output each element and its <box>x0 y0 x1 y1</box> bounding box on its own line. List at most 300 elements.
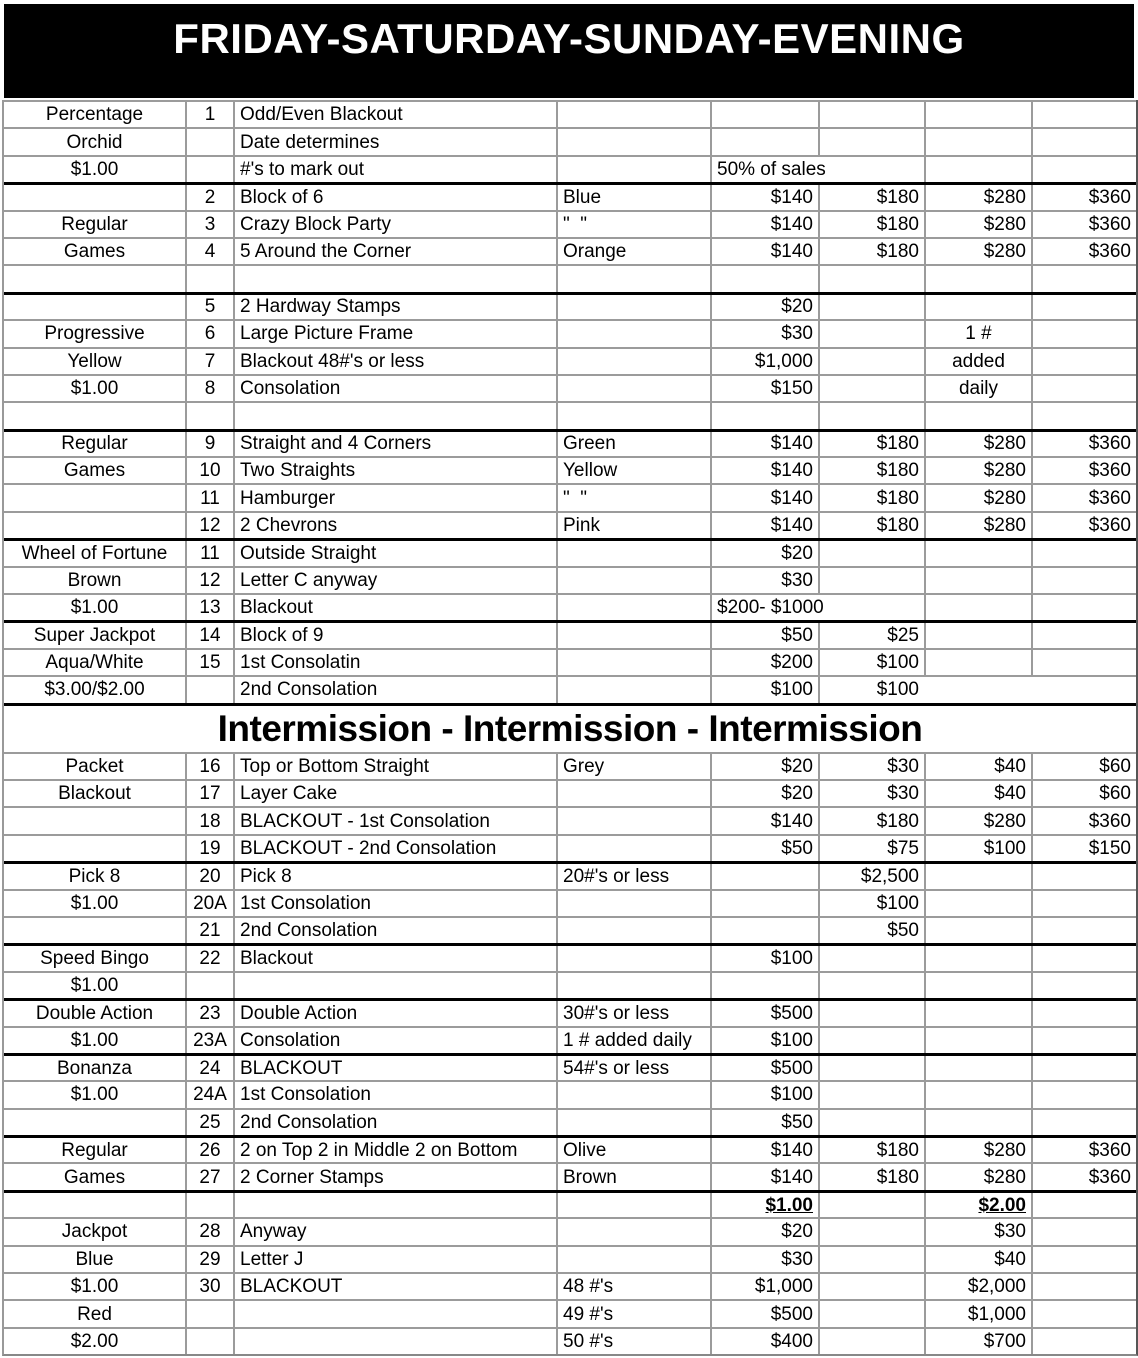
table-row <box>4 127 1136 154</box>
prize-1-cell: $140 <box>712 485 820 510</box>
prize-2-cell <box>820 1056 926 1080</box>
prize-2-cell <box>820 1028 926 1053</box>
prize-4-cell <box>1033 1301 1136 1326</box>
game-number-cell <box>187 157 235 182</box>
prize-4-cell <box>1033 321 1136 346</box>
prize-4-cell <box>1033 157 1136 182</box>
prize-1-cell: $100 <box>712 677 820 702</box>
category-cell: Aqua/White <box>4 650 187 675</box>
prize-2-cell <box>820 1193 926 1217</box>
prize-2-cell: $180 <box>820 513 926 538</box>
prize-4-cell: $360 <box>1088 487 1131 509</box>
prize-2-cell: $25 <box>820 623 926 647</box>
prize-1-cell: $1,000 <box>712 349 820 374</box>
game-number-cell <box>187 1193 235 1217</box>
prize-2-cell <box>820 973 926 998</box>
category-cell: $1.00 <box>4 973 187 998</box>
note-cell <box>558 836 712 861</box>
prize-2-cell <box>820 321 926 346</box>
category-cell <box>4 808 187 833</box>
game-number-cell: 20A <box>187 891 235 916</box>
table-row <box>4 620 1136 647</box>
prize-2-cell <box>820 349 926 374</box>
table-row <box>4 374 1136 401</box>
prize-4-cell <box>1033 102 1136 127</box>
game-name-cell: Blackout <box>235 946 558 970</box>
prize-4-cell <box>1033 1082 1136 1107</box>
prize-3-cell: $2,000 <box>926 1274 1033 1299</box>
prize-3-cell <box>926 864 1033 888</box>
game-name-cell: Hamburger <box>235 485 558 510</box>
game-name-cell: Consolation <box>235 376 558 401</box>
game-number-cell: 7 <box>187 349 235 374</box>
prize-1-cell: $100 <box>712 946 820 970</box>
game-name-cell: BLACKOUT <box>235 1274 558 1299</box>
game-number-cell: 29 <box>187 1247 235 1272</box>
prize-4-cell <box>1033 129 1136 154</box>
category-cell: $1.00 <box>4 157 187 182</box>
prize-3-cell: $280 <box>926 1138 1033 1162</box>
category-cell: Jackpot <box>4 1219 187 1244</box>
category-cell: $2.00 <box>4 1329 187 1354</box>
game-number-cell <box>187 1329 235 1354</box>
prize-1-cell: $20 <box>712 754 820 779</box>
table-row <box>4 943 1136 970</box>
game-number-cell: 20 <box>187 864 235 888</box>
prize-4-cell <box>1033 973 1136 998</box>
prize-2-cell: $180 <box>820 458 926 483</box>
game-number-cell: 12 <box>187 568 235 593</box>
prize-2-cell: $180 <box>820 808 926 833</box>
note-cell: Olive <box>558 1138 712 1162</box>
note-cell <box>558 1082 712 1107</box>
prize-2-cell <box>820 1001 926 1025</box>
prize-4-cell <box>1033 864 1136 888</box>
category-cell: Games <box>4 239 187 264</box>
schedule-table <box>2 100 1138 1356</box>
category-cell: Wheel of Fortune <box>4 541 187 565</box>
prize-3-cell: $280 <box>926 1164 1033 1189</box>
prize-1-cell <box>712 403 820 428</box>
prize-3-cell <box>926 1056 1033 1080</box>
game-name-cell: 2nd Consolation <box>235 677 558 702</box>
prize-4-cell <box>1033 891 1136 916</box>
intermission-label: Intermission - Intermission - Intermission <box>217 708 923 750</box>
prize-3-cell <box>926 266 1033 291</box>
prize-1-cell: $200 <box>712 650 820 675</box>
prize-1-cell: $50 <box>712 836 820 861</box>
note-cell <box>558 266 712 291</box>
prize-4-cell <box>1033 376 1136 401</box>
game-number-cell <box>187 973 235 998</box>
game-number-cell: 3 <box>187 212 235 237</box>
game-name-cell: Anyway <box>235 1219 558 1244</box>
prize-3-cell: 1 # <box>926 321 1033 346</box>
game-name-cell: Double Action <box>235 1001 558 1025</box>
note-cell: 48 #'s <box>558 1274 712 1299</box>
prize-4-cell <box>1033 1274 1136 1299</box>
category-cell: $1.00 <box>4 891 187 916</box>
prize-1-cell: $400 <box>712 1329 820 1354</box>
game-number-cell <box>187 677 235 702</box>
category-cell: Super Jackpot <box>4 623 187 647</box>
note-cell: Green <box>558 432 712 456</box>
prize-2-cell: $180 <box>820 1138 926 1162</box>
game-number-cell: 13 <box>187 595 235 620</box>
prize-1-cell: $20 <box>712 541 820 565</box>
prize-1-cell: $50 <box>712 1110 820 1135</box>
note-cell: 30#'s or less <box>558 1001 712 1025</box>
note-cell <box>558 918 712 943</box>
game-name-cell: #'s to mark out <box>235 157 558 182</box>
category-cell: Progressive <box>4 321 187 346</box>
note-cell: 50 #'s <box>558 1329 712 1354</box>
prize-4-cell: $60 <box>1099 755 1131 777</box>
game-number-cell: 2 <box>187 185 235 209</box>
prize-2-cell <box>820 1247 926 1272</box>
note-cell: 49 #'s <box>558 1301 712 1326</box>
prize-3-cell <box>926 1001 1033 1025</box>
game-number-cell: 11 <box>187 541 235 565</box>
prize-2-cell <box>820 403 926 428</box>
note-cell <box>558 1219 712 1244</box>
game-name-cell: Block of 9 <box>235 623 558 647</box>
prize-4-cell <box>1033 1001 1136 1025</box>
table-row <box>4 210 1136 237</box>
prize-2-cell: $2,500 <box>820 864 926 888</box>
table-row <box>4 1108 1136 1135</box>
game-number-cell: 17 <box>187 781 235 806</box>
prize-1-cell: $140 <box>712 432 820 456</box>
game-number-cell: 6 <box>187 321 235 346</box>
game-number-cell: 4 <box>187 239 235 264</box>
page-title: FRIDAY-SATURDAY-SUNDAY-EVENING <box>173 15 965 62</box>
category-cell: Pick 8 <box>4 864 187 888</box>
prize-4-cell <box>1033 1193 1136 1217</box>
game-name-cell: Layer Cake <box>235 781 558 806</box>
prize-1-cell: $140 <box>712 212 820 237</box>
note-cell <box>558 677 712 702</box>
game-name-cell: Consolation <box>235 1028 558 1053</box>
prize-3-cell <box>926 129 1033 154</box>
category-cell: $1.00 <box>4 1274 187 1299</box>
prize-1-cell: $140 <box>712 1138 820 1162</box>
prize-4-cell <box>1033 1219 1136 1244</box>
category-cell: Packet <box>4 754 187 779</box>
game-number-cell <box>187 403 235 428</box>
prize-2-cell: $30 <box>820 754 926 779</box>
category-cell: Blue <box>4 1247 187 1272</box>
prize-1-cell: $1,000 <box>712 1274 820 1299</box>
prize-1-cell: $140 <box>712 513 820 538</box>
table-row <box>4 237 1136 264</box>
prize-3-cell: $280 <box>926 432 1033 456</box>
note-cell <box>558 321 712 346</box>
game-name-cell: 5 Around the Corner <box>235 239 558 264</box>
prize-2-cell: $180 <box>820 185 926 209</box>
game-number-cell: 22 <box>187 946 235 970</box>
prize-2-cell <box>820 1329 926 1354</box>
prize-4-cell <box>1033 541 1136 565</box>
prize-3-cell: $280 <box>926 212 1033 237</box>
game-number-cell: 28 <box>187 1219 235 1244</box>
game-number-cell: 23 <box>187 1001 235 1025</box>
prize-4-cell <box>1033 623 1136 647</box>
prize-1-cell: $30 <box>712 321 820 346</box>
prize-3-cell: $700 <box>926 1329 1033 1354</box>
prize-4-cell <box>1033 1056 1136 1080</box>
game-name-cell: Outside Straight <box>235 541 558 565</box>
table-row <box>4 998 1136 1025</box>
category-cell: Regular <box>4 432 187 456</box>
prize-2-cell <box>820 266 926 291</box>
prize-1-cell: $50 <box>712 623 820 647</box>
category-cell: Blackout <box>4 781 187 806</box>
note-cell <box>558 568 712 593</box>
note-cell <box>558 946 712 970</box>
prize-3-cell: $40 <box>926 781 1033 806</box>
table-row <box>4 1053 1136 1080</box>
note-cell: Pink <box>558 513 712 538</box>
table-row <box>4 889 1136 916</box>
note-cell: " " <box>558 485 712 510</box>
prize-4-cell <box>1033 1329 1136 1354</box>
category-cell <box>4 485 187 510</box>
prize-1-cell: 50% of sales <box>712 157 926 182</box>
prize-3-cell <box>926 541 1033 565</box>
note-cell <box>558 1247 712 1272</box>
game-name-cell <box>235 403 558 428</box>
note-cell: Yellow <box>558 458 712 483</box>
category-cell: Speed Bingo <box>4 946 187 970</box>
table-row <box>4 861 1136 888</box>
prize-2-cell <box>820 295 926 319</box>
game-name-cell: BLACKOUT - 1st Consolation <box>235 808 558 833</box>
prize-2-cell: $180 <box>820 239 926 264</box>
table-row <box>4 401 1136 428</box>
game-number-cell: 24A <box>187 1082 235 1107</box>
game-number-cell: 1 <box>187 102 235 127</box>
category-cell <box>4 513 187 538</box>
table-row <box>4 593 1136 620</box>
table-row <box>4 100 1136 127</box>
category-cell: $1.00 <box>4 376 187 401</box>
category-cell: Yellow <box>4 349 187 374</box>
table-row <box>4 566 1136 593</box>
game-name-cell: Letter C anyway <box>235 568 558 593</box>
game-number-cell: 14 <box>187 623 235 647</box>
game-name-cell: Odd/Even Blackout <box>235 102 558 127</box>
prize-2-cell: $180 <box>820 212 926 237</box>
game-number-cell: 26 <box>187 1138 235 1162</box>
table-row <box>4 511 1136 538</box>
prize-1-cell: $140 <box>712 808 820 833</box>
prize-1-cell <box>712 102 820 127</box>
prize-4-cell <box>1033 595 1136 620</box>
prize-2-cell <box>820 102 926 127</box>
table-row <box>4 1190 1136 1217</box>
game-name-cell: 1st Consolation <box>235 1082 558 1107</box>
prize-2-cell <box>820 568 926 593</box>
prize-3-cell: $280 <box>926 458 1033 483</box>
prize-4-cell <box>1033 918 1136 943</box>
prize-2-cell: $180 <box>820 485 926 510</box>
prize-2-cell <box>820 1274 926 1299</box>
category-cell: Bonanza <box>4 1056 187 1080</box>
category-cell: $3.00/$2.00 <box>4 677 187 702</box>
prize-2-cell: $100 <box>876 679 919 701</box>
game-number-cell: 10 <box>187 458 235 483</box>
table-row <box>4 806 1136 833</box>
game-number-cell: 25 <box>187 1110 235 1135</box>
prize-3-cell <box>926 403 1033 428</box>
note-cell <box>558 1193 712 1217</box>
note-cell <box>558 403 712 428</box>
note-cell <box>558 295 712 319</box>
intermission-row <box>4 703 1136 752</box>
prize-3-cell <box>926 650 1033 675</box>
prize-4-cell: $360 <box>1088 810 1131 832</box>
table-row <box>4 1162 1136 1189</box>
game-name-cell: BLACKOUT <box>235 1056 558 1080</box>
prize-1-cell: $500 <box>712 1056 820 1080</box>
prize-1-cell: $20 <box>712 295 820 319</box>
table-row <box>4 155 1136 182</box>
game-number-cell <box>187 1301 235 1326</box>
game-name-cell: Blackout 48#'s or less <box>235 349 558 374</box>
category-cell: Percentage <box>4 102 187 127</box>
game-name-cell: Straight and 4 Corners <box>235 432 558 456</box>
prize-3-cell <box>926 891 1033 916</box>
game-number-cell: 23A <box>187 1028 235 1053</box>
prize-3-cell <box>926 1110 1033 1135</box>
table-row <box>4 264 1136 291</box>
prize-4-cell: $360 <box>1088 460 1131 482</box>
prize-4-cell <box>1033 650 1136 675</box>
prize-2-cell <box>820 1219 926 1244</box>
prize-3-cell: $100 <box>926 836 1033 861</box>
table-row <box>4 456 1136 483</box>
prize-1-cell: $500 <box>712 1001 820 1025</box>
game-number-cell: 11 <box>187 485 235 510</box>
table-row <box>4 1080 1136 1107</box>
prize-3-cell <box>926 1028 1033 1053</box>
game-name-cell: Top or Bottom Straight <box>235 754 558 779</box>
game-name-cell: 2 Chevrons <box>235 513 558 538</box>
category-cell: Double Action <box>4 1001 187 1025</box>
prize-3-cell <box>926 677 1136 702</box>
prize-3-cell <box>926 102 1033 127</box>
prize-1-cell: $140 <box>712 185 820 209</box>
game-number-cell: 19 <box>187 836 235 861</box>
prize-4-cell <box>1033 1247 1136 1272</box>
game-name-cell: Pick 8 <box>235 864 558 888</box>
game-name-cell: Crazy Block Party <box>235 212 558 237</box>
note-cell <box>558 650 712 675</box>
prize-3-cell: daily <box>926 376 1033 401</box>
game-number-cell: 8 <box>187 376 235 401</box>
prize-4-cell: $360 <box>1088 241 1131 263</box>
note-cell: 1 # added daily <box>558 1028 712 1053</box>
prize-1-cell: $140 <box>712 239 820 264</box>
game-name-cell: Block of 6 <box>235 185 558 209</box>
prize-3-cell: $40 <box>926 754 1033 779</box>
game-number-cell: 30 <box>187 1274 235 1299</box>
table-row <box>4 779 1136 806</box>
prize-3-cell: $280 <box>926 485 1033 510</box>
prize-2-cell <box>820 541 926 565</box>
category-cell <box>4 403 187 428</box>
game-number-cell: 16 <box>187 754 235 779</box>
prize-3-cell <box>926 157 1033 182</box>
prize-2-cell <box>820 1301 926 1326</box>
game-name-cell <box>235 1329 558 1354</box>
note-cell <box>558 808 712 833</box>
prize-2-cell: $75 <box>820 836 926 861</box>
table-row <box>4 319 1136 346</box>
prize-3-cell: $280 <box>926 513 1033 538</box>
note-cell <box>558 541 712 565</box>
note-cell: Blue <box>558 185 712 209</box>
prize-4-cell <box>1033 1028 1136 1053</box>
prize-4-cell: $150 <box>1088 837 1131 859</box>
prize-1-cell <box>712 266 820 291</box>
game-name-cell: BLACKOUT - 2nd Consolation <box>235 836 558 861</box>
category-cell <box>4 185 187 209</box>
table-row <box>4 834 1136 861</box>
note-cell: 54#'s or less <box>558 1056 712 1080</box>
category-cell: Regular <box>4 1138 187 1162</box>
prize-3-cell: $280 <box>926 185 1033 209</box>
game-number-cell: 5 <box>187 295 235 319</box>
prize-4-cell <box>1033 266 1136 291</box>
category-cell: Games <box>4 1164 187 1189</box>
category-cell: $1.00 <box>4 1082 187 1107</box>
game-name-cell: 2 on Top 2 in Middle 2 on Bottom <box>235 1138 558 1162</box>
prize-4-cell: $60 <box>1099 783 1131 805</box>
category-cell <box>4 1110 187 1135</box>
note-cell <box>558 376 712 401</box>
game-number-cell: 15 <box>187 650 235 675</box>
prize-3-cell <box>926 568 1033 593</box>
table-row <box>4 752 1136 779</box>
prize-4-cell <box>1033 1110 1136 1135</box>
note-cell <box>558 102 712 127</box>
prize-3-cell: added <box>926 349 1033 374</box>
note-cell <box>558 595 712 620</box>
prize-1-cell: $500 <box>712 1301 820 1326</box>
game-number-cell: 12 <box>187 513 235 538</box>
game-name-cell: 2nd Consolation <box>235 918 558 943</box>
table-row <box>4 483 1136 510</box>
prize-2-cell <box>820 129 926 154</box>
prize-2-cell: $180 <box>820 1164 926 1189</box>
prize-2-cell: $50 <box>820 918 926 943</box>
category-cell <box>4 266 187 291</box>
game-number-cell: 27 <box>187 1164 235 1189</box>
prize-4-cell <box>1033 349 1136 374</box>
prize-1-cell <box>712 918 820 943</box>
prize-3-cell: $40 <box>926 1247 1033 1272</box>
prize-4-cell: $360 <box>1088 1139 1131 1161</box>
table-row <box>4 1299 1136 1326</box>
table-row <box>4 1327 1136 1354</box>
table-row <box>4 429 1136 456</box>
game-name-cell: 1st Consolatin <box>235 650 558 675</box>
prize-3-cell <box>926 946 1033 970</box>
game-name-cell: 2 Hardway Stamps <box>235 295 558 319</box>
game-number-cell: 24 <box>187 1056 235 1080</box>
